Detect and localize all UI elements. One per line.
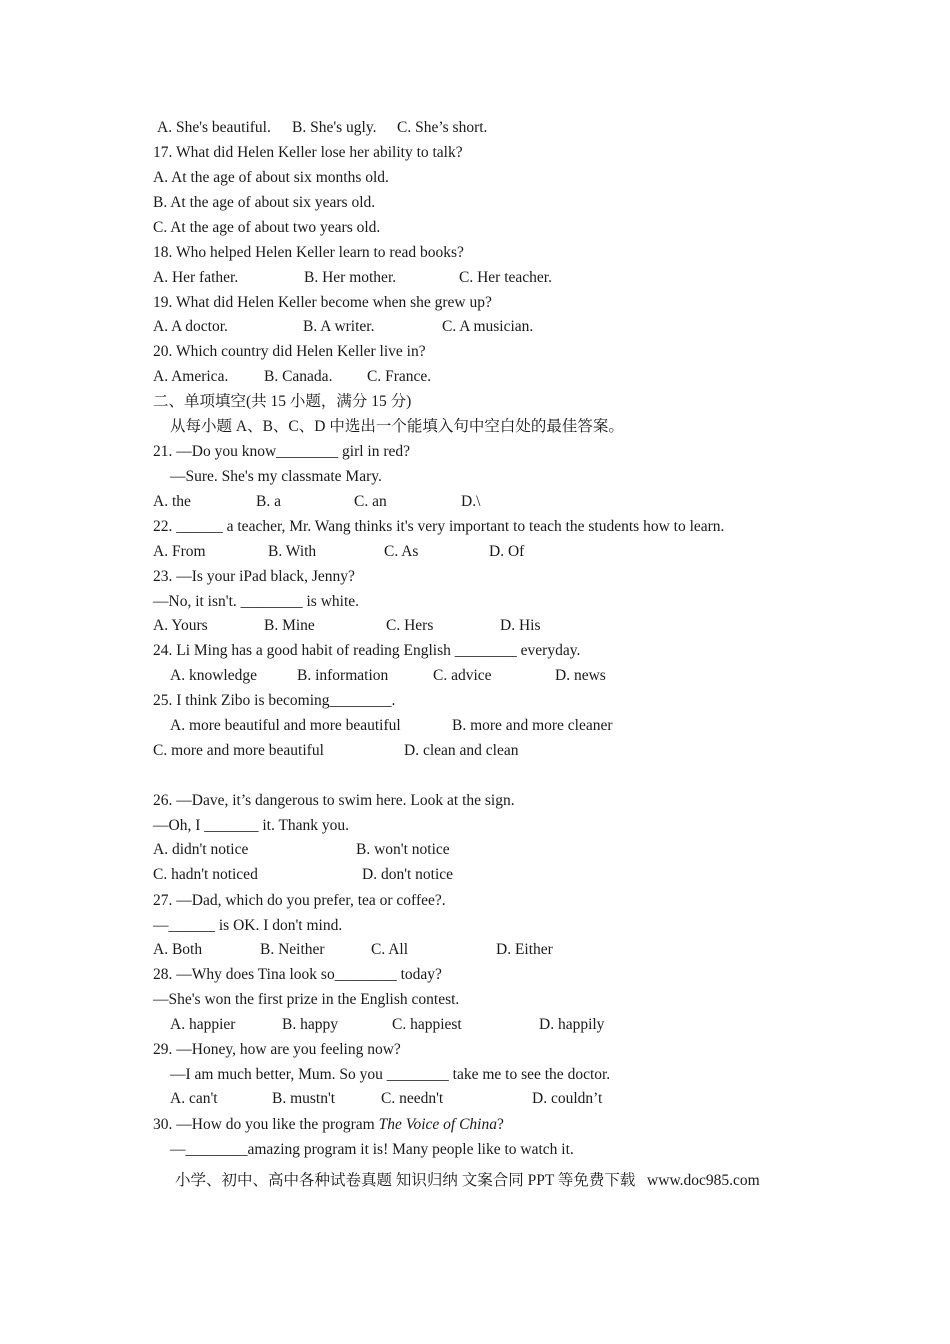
q25-option-d: D. clean and clean: [404, 742, 519, 759]
section-instruction: 从每小题 A、B、C、D 中选出一个能填入句中空白处的最佳答案。: [170, 418, 624, 435]
q25-option-c: C. more and more beautiful: [153, 742, 324, 759]
q23-line-1: 23. —Is your iPad black, Jenny?: [153, 568, 355, 585]
q22-option-c: C. As: [384, 543, 419, 560]
q22-option-b: B. With: [268, 543, 317, 560]
q24-option-b: B. information: [297, 667, 389, 684]
q23-option-a: A. Yours: [153, 617, 208, 634]
q26-line-1: 26. —Dave, it’s dangerous to swim here. Look at the sign.: [153, 792, 515, 809]
q29-option-c: C. needn't: [381, 1090, 444, 1107]
q29-option-b: B. mustn't: [272, 1090, 336, 1107]
q26-line-2: —Oh, I _______ it. Thank you.: [153, 817, 350, 834]
q19-stem: 19. What did Helen Keller become when she grew up?: [153, 294, 492, 311]
q24-option-a: A. knowledge: [170, 667, 257, 684]
q18-stem: 18. Who helped Helen Keller learn to read books?: [153, 244, 464, 261]
q23-option-d: D. His: [500, 617, 541, 634]
q20-option-c: C. France.: [367, 368, 432, 385]
q26-option-c: C. hadn't noticed: [153, 866, 258, 883]
q17-option-a: A. At the age of about six months old.: [153, 169, 389, 186]
q30-line-1: [153, 1115, 504, 1135]
section-heading: 二、单项填空(共 15 小题，满分 15 分): [153, 393, 412, 410]
q18-option-a: A. Her father.: [153, 269, 239, 286]
q25-option-a: A. more beautiful and more beautiful: [170, 717, 401, 734]
q29-line-1: 29. —Honey, how are you feeling now?: [153, 1041, 401, 1058]
q30-line-1-suffix: ?: [496, 1116, 504, 1133]
q26-option-d: D. don't notice: [362, 866, 454, 883]
q24-option-c: C. advice: [433, 667, 492, 684]
q29-line-2: —I am much better, Mum. So you ________ take me to see the doctor.: [170, 1066, 611, 1083]
q30-line-2: —________amazing program it is! Many people like to watch it.: [170, 1141, 574, 1158]
q27-option-d: D. Either: [496, 941, 553, 958]
q16-option-a: A. She's beautiful.: [157, 119, 271, 136]
q18-option-c: C. Her teacher.: [459, 269, 552, 286]
q19-option-c: C. A musician.: [442, 318, 534, 335]
q21-option-d: D.\: [461, 493, 481, 510]
q27-option-b: B. Neither: [260, 941, 325, 958]
q17-stem: 17. What did Helen Keller lose her ability to talk?: [153, 144, 463, 161]
q25-stem: 25. I think Zibo is becoming________.: [153, 692, 396, 709]
q30-program-title: The Voice of China: [378, 1116, 497, 1133]
q29-option-a: A. can't: [170, 1090, 218, 1107]
q26-option-b: B. won't notice: [356, 841, 450, 858]
q17-option-c: C. At the age of about two years old.: [153, 219, 381, 236]
q27-option-a: A. Both: [153, 941, 203, 958]
q16-option-c: C. She’s short.: [397, 119, 488, 136]
q28-option-d: D. happily: [539, 1016, 605, 1033]
q26-option-a: A. didn't notice: [153, 841, 249, 858]
q20-option-a: A. America.: [153, 368, 229, 385]
q23-option-c: C. Hers: [386, 617, 434, 634]
q22-option-d: D. Of: [489, 543, 525, 560]
q29-option-d: D. couldn’t: [532, 1090, 603, 1107]
q21-line-1: 21. —Do you know________ girl in red?: [153, 443, 411, 460]
q27-line-2: —______ is OK. I don't mind.: [153, 917, 343, 934]
q21-option-b: B. a: [256, 493, 281, 510]
q28-line-1: 28. —Why does Tina look so________ today?: [153, 966, 442, 983]
q22-option-a: A. From: [153, 543, 206, 560]
q20-option-b: B. Canada.: [264, 368, 333, 385]
q23-option-b: B. Mine: [264, 617, 315, 634]
q27-option-c: C. All: [371, 941, 409, 958]
q28-option-b: B. happy: [282, 1016, 338, 1033]
q17-option-b: B. At the age of about six years old.: [153, 194, 376, 211]
q21-line-2: —Sure. She's my classmate Mary.: [170, 468, 382, 485]
q24-option-d: D. news: [555, 667, 606, 684]
q28-option-c: C. happiest: [392, 1016, 462, 1033]
q16-option-b: B. She's ugly.: [292, 119, 377, 136]
q24-stem: 24. Li Ming has a good habit of reading English ________ everyday.: [153, 642, 581, 659]
q20-stem: 20. Which country did Helen Keller live in?: [153, 343, 426, 360]
q21-option-c: C. an: [354, 493, 387, 510]
q19-option-a: A. A doctor.: [153, 318, 228, 335]
q25-option-b: B. more and more cleaner: [452, 717, 613, 734]
page-footer: 小学、初中、高中各种试卷真题 知识归纳 文案合同 PPT 等免费下载 www.doc985.com: [175, 1172, 760, 1189]
q30-line-1-prefix: 30. —How do you like the program: [153, 1116, 379, 1133]
q22-stem: 22. ______ a teacher, Mr. Wang thinks it's very important to teach the students how to learn.: [153, 518, 725, 535]
q18-option-b: B. Her mother.: [304, 269, 397, 286]
q27-line-1: 27. —Dad, which do you prefer, tea or coffee?.: [153, 892, 446, 909]
q28-line-2: —She's won the first prize in the English contest.: [153, 991, 460, 1008]
q21-option-a: A. the: [153, 493, 191, 510]
q19-option-b: B. A writer.: [303, 318, 375, 335]
q28-option-a: A. happier: [170, 1016, 236, 1033]
q23-line-2: —No, it isn't. ________ is white.: [153, 593, 360, 610]
